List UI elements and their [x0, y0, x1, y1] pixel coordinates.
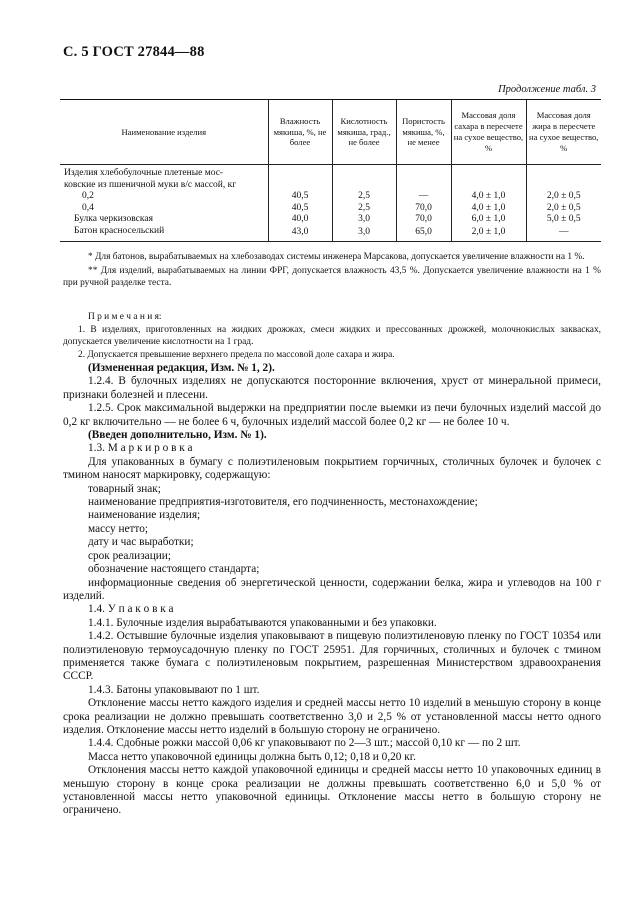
table-cell: — [396, 191, 451, 203]
paragraph-1-4-4-mass: Масса нетто упаковочной единицы должна быть 0,12; 0,18 и 0,20 кг. [88, 750, 416, 763]
col-header-moisture: Влажность мякиша, %, не более [268, 100, 332, 165]
page-header: С. 5 ГОСТ 27844—88 [63, 44, 205, 60]
table-cell [268, 180, 332, 192]
marking-item: обозначение настоящего стандарта; [88, 563, 260, 576]
note-item: 2. Допускается превышение верхнего предела по массовой доле сахара и жира. [78, 350, 395, 361]
marking-item: наименование предприятия-изготовителя, его подчиненность, местонахождение; [88, 496, 478, 509]
table-cell: 70,0 [396, 214, 451, 226]
paragraph-1-4-1: 1.4.1. Булочные изделия вырабатываются упакованными и без упаковки. [88, 616, 437, 629]
col-header-acidity: Кислотность мякиша, град., не более [332, 100, 396, 165]
footnote: ** Для изделий, вырабатываемых на линии ФРГ, допускается влажность 43,5 %. Допускается увеличение влажности на 1 % при ручной разделке теста. [63, 266, 601, 288]
table-cell: 3,0 [332, 214, 396, 226]
table-row [60, 226, 601, 241]
section-heading-packaging: 1.4. У п а к о в к а [88, 603, 174, 616]
table-cell: 43,0 [268, 226, 332, 241]
table-cell: 0,2 [82, 191, 94, 202]
marking-item: срок реализации; [88, 549, 171, 562]
table-footnotes [63, 252, 601, 289]
paragraph-1-2-5: 1.2.5. Срок максимальной выдержки на предприятии после выемки из печи булочных изделий массой до 0,2 кг включительно — не более 6 ч, булочных изделий массой более 0,2 кг — не более 10 ч. [63, 402, 601, 428]
table-cell: 2,5 [332, 203, 396, 215]
table-cell [451, 165, 526, 180]
table-row [60, 180, 601, 192]
table-row [60, 203, 601, 215]
table-cell [526, 165, 601, 180]
table-cell: 40,5 [268, 203, 332, 215]
table-cell [332, 165, 396, 180]
note-item: 1. В изделиях, приготовленных на жидких дрожжах, смеси жидких и прессованных дрожжей, молочнокислых заквасках, допускается увеличение кислотности на 1 град. [63, 325, 601, 347]
table-header-row [60, 100, 601, 165]
paragraph-1-4-3-deviation: Отклонение массы нетто каждого изделия и средней массы нетто 10 изделий в меньшую сторону в конце срока реализации не должно превышать соответственно 3,0 и 2,5 % от установленной массы нетто одного изделия. Отклонение массы нетто изделий в большую сторону не ограничено. [63, 697, 601, 736]
table-cell: Булка черкизовская [74, 214, 153, 225]
table-cell: 2,0 ± 0,5 [526, 191, 601, 203]
table-cell: 2,5 [332, 191, 396, 203]
revision-note: (Введен дополнительно, Изм. № 1). [88, 429, 267, 442]
table-cell: ковские из пшеничной муки в/с массой, кг [64, 179, 237, 190]
paragraph-1-4-2: 1.4.2. Остывшие булочные изделия упаковывают в пищевую полиэтиленовую пленку по ГОСТ 10354 или полиэтиленовую термоусадочную пленку по ГОСТ 25951. Для горчичных, столичных и булочек с тмином применяется также бумага с полиэтиленовым покрытием, разрешенная Министерством здравоохранения СССР. [63, 630, 601, 683]
notes-title: П р и м е ч а н и я: [88, 312, 162, 322]
table-row [60, 191, 601, 203]
col-header-fat: Массовая доля жира в пересчете на сухое вещество, % [526, 100, 601, 165]
table-cell [451, 180, 526, 192]
revision-note: (Измененная редакция, Изм. № 1, 2). [88, 362, 275, 374]
table-cell [526, 180, 601, 192]
table-notes [63, 312, 601, 362]
main-text [63, 362, 601, 818]
paragraph-1-4-4: 1.4.4. Сдобные рожки массой 0,06 кг упаковывают по 2—3 шт.; массой 0,10 кг — по 2 шт. [88, 737, 521, 750]
table-cell: — [526, 226, 601, 241]
table-cell: Изделия хлебобулочные плетеные мос- [64, 168, 224, 178]
table-cell: 6,0 ± 1,0 [451, 214, 526, 226]
col-header-sugar: Массовая доля сахара в пересчете на сухое вещество, % [451, 100, 526, 165]
table-cell: 5,0 ± 0,5 [526, 214, 601, 226]
table-cell: 3,0 [332, 226, 396, 241]
marking-item: дату и час выработки; [88, 536, 194, 549]
paragraph-1-2-4: 1.2.4. В булочных изделиях не допускаются посторонние включения, хруст от минеральной примеси, признаки болезней и плесени. [63, 375, 601, 401]
marking-item: наименование изделия; [88, 509, 201, 522]
col-header-name: Наименование изделия [60, 100, 268, 165]
table-row [60, 165, 601, 180]
table-cell: 0,4 [82, 202, 94, 213]
table-cell: 4,0 ± 1,0 [451, 203, 526, 215]
table-3 [60, 99, 601, 242]
section-heading-marking: 1.3. М а р к и р о в к а [88, 442, 193, 455]
col-header-porosity: Пористость мякиша, %, не менее [396, 100, 451, 165]
table-cell [396, 180, 451, 192]
paragraph-1-4-3: 1.4.3. Батоны упаковывают по 1 шт. [88, 683, 260, 696]
table-row [60, 214, 601, 226]
table-cell: 40,0 [268, 214, 332, 226]
table-cell [396, 165, 451, 180]
paragraph-1-4-4-deviation: Отклонения массы нетто каждой упаковочной единицы и средней массы нетто 10 упаковочных единиц в меньшую сторону в конце срока реализации не должны превышать соответственно 6,0 и 5,0 % от установленной массы нетто упаковочной единицы. Отклонение массы нетто в большую сторону не ограничено. [63, 764, 601, 817]
table-cell: 4,0 ± 1,0 [451, 191, 526, 203]
table-cell: 40,5 [268, 191, 332, 203]
marking-item: информационные сведения об энергетической ценности, содержании белка, жира и углеводов на 100 г изделий. [63, 576, 601, 602]
table-cell: 65,0 [396, 226, 451, 241]
paragraph-1-3: Для упакованных в бумагу с полиэтиленовым покрытием горчичных, столичных булочек и булочек с тмином наносят маркировку, содержащую: [63, 455, 601, 482]
marking-item: массу нетто; [88, 522, 149, 535]
marking-item: товарный знак; [88, 482, 161, 495]
table-cell [332, 180, 396, 192]
table-cell: 2,0 ± 1,0 [451, 226, 526, 241]
table-continuation-label: Продолжение табл. 3 [498, 84, 596, 95]
footnote: * Для батонов, вырабатываемых на хлебозаводах системы инженера Марсакова, допускается увеличение влажности на 1 %. [88, 252, 585, 262]
table-cell: 2,0 ± 0,5 [526, 203, 601, 215]
table-cell: 70,0 [396, 203, 451, 215]
table-cell: Батон красносельский [60, 226, 268, 241]
table-cell [268, 165, 332, 180]
